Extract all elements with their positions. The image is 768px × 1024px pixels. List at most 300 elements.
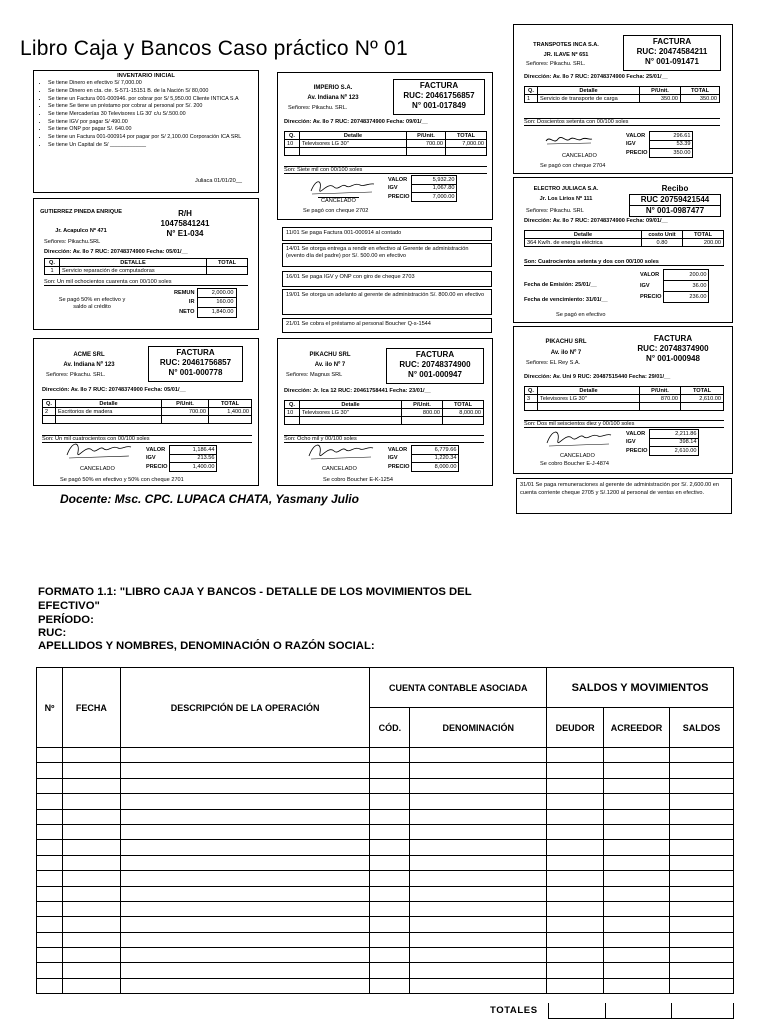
table-cell[interactable] — [670, 871, 734, 886]
electro-address: Jr. Los Lirios Nº 111 — [539, 196, 593, 202]
table-cell[interactable] — [410, 871, 547, 886]
table-cell[interactable] — [547, 963, 604, 978]
table-cell[interactable] — [62, 763, 120, 778]
col-header: Q. — [285, 401, 300, 409]
table-row — [37, 948, 734, 963]
transportes-ruc: RUC: 20474584211 — [636, 47, 708, 56]
item-cell: Televisores LG 30" — [300, 409, 402, 417]
signature-icon — [544, 131, 594, 149]
table-cell[interactable] — [547, 824, 604, 839]
item-cell: 2,610.00 — [681, 395, 724, 403]
table-cell[interactable] — [37, 794, 63, 809]
table-cell[interactable] — [670, 948, 734, 963]
col-header: Q. — [285, 132, 300, 140]
item-cell: 870.00 — [640, 395, 681, 403]
table-cell[interactable] — [120, 932, 369, 947]
operacion-2: 14/01 Se otorga entrega a rendir en efectivo al Gerente de administración (evento día del padre) por S/. 500.00 en efectivo — [282, 243, 492, 267]
table-cell[interactable] — [62, 824, 120, 839]
libro-caja-table — [36, 667, 734, 994]
item-cell — [207, 267, 248, 275]
item-cell: 2 — [43, 408, 56, 416]
total-value: 5,932.20 — [412, 176, 457, 185]
acme-company: ACME SRL — [73, 352, 105, 358]
acme-senores: Señores: Pikachu. SRL. — [46, 372, 106, 378]
table-cell[interactable] — [370, 917, 410, 932]
table-cell[interactable] — [604, 917, 670, 932]
inventario-item: • Se tiene Dinero en efectivo S/ 7,000.00 — [48, 80, 254, 88]
inventario-item: • Se tiene un Factura 001-000914 por pagar por S/ 2,100.00 Corporación ICA SRL — [48, 134, 254, 142]
table-cell[interactable] — [62, 932, 120, 947]
table-cell[interactable] — [120, 824, 369, 839]
table-cell[interactable] — [670, 840, 734, 855]
acme-son: Son: Un mil cuatrocientos con 00/100 soles — [42, 435, 252, 443]
gutierrez-note: Se pagó 50% en efectivo y saldo al crédito — [58, 297, 126, 310]
transportes-company: TRANSPOTES INCA S.A. — [533, 42, 599, 48]
table-cell[interactable] — [670, 917, 734, 932]
imperio-cancelado: CANCELADO — [318, 197, 359, 205]
table-row — [37, 824, 734, 839]
factura-imperio — [277, 72, 493, 220]
table-cell[interactable] — [670, 932, 734, 947]
col-header: TOTAL — [443, 401, 484, 409]
table-cell[interactable] — [62, 871, 120, 886]
table-cell[interactable] — [370, 886, 410, 901]
table-cell[interactable] — [604, 932, 670, 947]
table-cell[interactable] — [547, 948, 604, 963]
col-header: Detalle — [300, 132, 407, 140]
formato-periodo: PERÍODO: — [38, 614, 94, 626]
pikachu2-factura-box — [624, 333, 722, 369]
pikachu1-ruc: RUC: 20748374900 — [399, 360, 471, 369]
table-cell[interactable] — [37, 855, 63, 870]
table-cell[interactable] — [547, 901, 604, 916]
acme-cancelado: CANCELADO — [80, 466, 115, 472]
table-cell[interactable] — [37, 840, 63, 855]
table-cell[interactable] — [604, 778, 670, 793]
table-cell[interactable] — [410, 886, 547, 901]
docente-label: Docente: Msc. CPC. LUPACA CHATA, Yasmany Julio — [60, 492, 359, 506]
table-cell[interactable] — [670, 901, 734, 916]
table-cell[interactable] — [410, 763, 547, 778]
total-label: PRECIO — [388, 193, 410, 200]
table-cell[interactable] — [120, 963, 369, 978]
total-value: 213.56 — [170, 454, 217, 463]
header-denominacion: DENOMINACIÓN — [410, 708, 547, 748]
header-numero: Nº — [37, 668, 63, 748]
table-cell[interactable] — [410, 748, 547, 763]
col-header: P/Unit. — [162, 400, 209, 408]
table-cell[interactable] — [37, 871, 63, 886]
imperio-doc-type: FACTURA — [419, 81, 459, 90]
pikachu1-son: Son: Ocho mil y 00/100 soles — [284, 435, 484, 443]
table-cell[interactable] — [604, 748, 670, 763]
table-row — [37, 871, 734, 886]
col-header: Detalle — [300, 401, 402, 409]
totales-row — [548, 1003, 734, 1019]
electro-direccion: Dirección: Av. Ilo 7 RUC: 20748374900 Fecha: 09/01/__ — [524, 218, 668, 224]
table-cell[interactable] — [547, 794, 604, 809]
table-cell[interactable] — [670, 809, 734, 824]
acme-address: Av. Indiana Nº 123 — [63, 362, 115, 368]
total-value: 236.00 — [664, 292, 709, 303]
table-row — [37, 809, 734, 824]
signature-icon — [306, 440, 376, 464]
table-row — [37, 917, 734, 932]
table-cell[interactable] — [410, 932, 547, 947]
table-cell[interactable] — [370, 824, 410, 839]
table-cell[interactable] — [410, 917, 547, 932]
col-header: TOTAL — [681, 87, 720, 95]
table-cell[interactable] — [547, 748, 604, 763]
item-cell: 350.00 — [681, 95, 720, 103]
table-cell[interactable] — [410, 948, 547, 963]
header-cuenta-contable: CUENTA CONTABLE ASOCIADA — [370, 668, 547, 708]
table-cell[interactable] — [410, 809, 547, 824]
factura-pikachu-000948 — [513, 326, 733, 474]
pikachu1-address: Av. ilo Nº 7 — [314, 362, 346, 368]
formato-title-line2: EFECTIVO" — [38, 600, 100, 612]
table-cell[interactable] — [547, 871, 604, 886]
factura-transportes — [513, 24, 733, 174]
electro-senores: Señores: Pikachu. SRL — [526, 208, 584, 214]
table-cell[interactable] — [62, 809, 120, 824]
table-cell[interactable] — [37, 932, 63, 947]
electro-son: Son: Cuatrocientos setenta y dos con 00/100 soles — [524, 259, 724, 266]
item-cell: 8,000.00 — [443, 409, 484, 417]
imperio-direccion: Dirección: Av. Ilo 7 RUC: 20748374900 Fecha: 09/01/__ — [284, 119, 428, 125]
table-cell[interactable] — [37, 778, 63, 793]
transportes-factura-box — [623, 35, 721, 71]
table-cell[interactable] — [370, 794, 410, 809]
total-label: VALOR — [626, 132, 646, 139]
total-label: NETO — [179, 309, 195, 315]
total-label: REMUN — [174, 289, 195, 296]
total-value: 2,610.00 — [650, 447, 699, 456]
pikachu1-note: Se cobro Boucher E-K-1254 — [323, 477, 393, 483]
table-cell[interactable] — [37, 948, 63, 963]
item-cell: Televisores LG 30" — [538, 395, 640, 403]
table-row — [37, 748, 734, 763]
table-cell[interactable] — [670, 794, 734, 809]
table-cell[interactable] — [120, 978, 369, 993]
table-cell[interactable] — [604, 886, 670, 901]
header-cod: CÓD. — [370, 708, 410, 748]
header-saldos: SALDOS — [670, 708, 734, 748]
table-cell[interactable] — [370, 763, 410, 778]
total-label: IGV — [626, 439, 636, 446]
col-header: P/Unit. — [640, 387, 681, 395]
table-cell[interactable] — [604, 948, 670, 963]
table-cell[interactable] — [410, 840, 547, 855]
table-cell[interactable] — [604, 871, 670, 886]
gutierrez-rh-box — [139, 208, 231, 246]
acme-totals — [144, 445, 217, 472]
pikachu2-number: N° 001-000948 — [646, 354, 700, 363]
item-cell: 3 — [525, 395, 538, 403]
table-row — [37, 855, 734, 870]
pikachu2-cancelado: CANCELADO — [560, 453, 595, 459]
total-value: 7,000.00 — [412, 193, 457, 202]
table-cell[interactable] — [37, 963, 63, 978]
table-cell[interactable] — [547, 917, 604, 932]
table-cell[interactable] — [370, 778, 410, 793]
col-header: P/Unit. — [640, 87, 681, 95]
operacion-5: 21/01 Se cobra el préstamo al personal Boucher Q-s-1544 — [282, 318, 492, 333]
table-cell[interactable] — [670, 748, 734, 763]
electro-totals — [638, 269, 709, 303]
table-cell[interactable] — [547, 778, 604, 793]
operacion-1: 11/01 Se paga Factura 001-000914 al contado — [282, 227, 492, 241]
pikachu2-son: Son: Dos mil seiscientos diez y 00/100 soles — [524, 420, 724, 428]
total-label: PRECIO — [640, 294, 662, 300]
table-cell[interactable] — [604, 963, 670, 978]
transportes-note: Se pagó con cheque 2704 — [540, 163, 606, 169]
table-cell[interactable] — [670, 978, 734, 993]
table-cell[interactable] — [62, 963, 120, 978]
table-cell[interactable] — [604, 824, 670, 839]
imperio-factura-box — [393, 79, 485, 115]
total-value: 296.61 — [650, 132, 693, 141]
imperio-ruc: RUC: 20461756857 — [403, 91, 475, 100]
item-cell: 1 — [45, 267, 60, 275]
col-header: Detalle — [525, 231, 642, 239]
imperio-totals — [386, 175, 457, 202]
table-cell[interactable] — [62, 978, 120, 993]
table-cell[interactable] — [410, 901, 547, 916]
table-cell[interactable] — [62, 855, 120, 870]
table-row — [37, 778, 734, 793]
item-cell: 1,400.00 — [209, 408, 252, 416]
table-cell[interactable] — [604, 978, 670, 993]
table-cell[interactable] — [120, 886, 369, 901]
total-label: PRECIO — [626, 447, 648, 454]
table-cell[interactable] — [370, 948, 410, 963]
table-row — [37, 932, 734, 947]
table-cell[interactable] — [370, 809, 410, 824]
formato-title-line1: FORMATO 1.1: "LIBRO CAJA Y BANCOS - DETALLE DE LOS MOVIMIENTOS DEL — [38, 586, 472, 598]
table-cell[interactable] — [410, 794, 547, 809]
table-cell[interactable] — [604, 855, 670, 870]
transportes-cancelado: CANCELADO — [562, 153, 597, 159]
col-header: costo Unit — [642, 231, 683, 239]
table-cell[interactable] — [62, 886, 120, 901]
total-label: VALOR — [388, 176, 408, 183]
pikachu1-company: PIKACHU SRL — [309, 352, 351, 358]
table-cell[interactable] — [410, 978, 547, 993]
gutierrez-ruc: 10475841241 — [160, 219, 210, 228]
imperio-items-table — [284, 131, 487, 156]
table-cell[interactable] — [62, 840, 120, 855]
transportes-totals — [624, 131, 693, 158]
signature-icon — [544, 427, 614, 451]
pikachu2-totals — [624, 429, 699, 456]
table-cell[interactable] — [670, 855, 734, 870]
total-value: 160.00 — [197, 297, 236, 307]
gutierrez-name: GUTIERREZ PINEDA ENRIQUE — [40, 209, 122, 215]
table-cell[interactable] — [37, 763, 63, 778]
table-cell[interactable] — [670, 963, 734, 978]
table-cell[interactable] — [120, 948, 369, 963]
pikachu2-address: Av. ilo Nº 7 — [550, 350, 582, 356]
table-cell[interactable] — [547, 840, 604, 855]
table-cell[interactable] — [120, 809, 369, 824]
table-cell[interactable] — [370, 748, 410, 763]
table-cell[interactable] — [547, 855, 604, 870]
total-label: IGV — [388, 455, 398, 462]
gutierrez-totals — [172, 288, 237, 318]
col-header: TOTAL — [683, 231, 724, 239]
electro-items-table — [524, 230, 724, 247]
table-cell[interactable] — [62, 917, 120, 932]
formato-apellidos: APELLIDOS Y NOMBRES, DENOMINACIÓN O RAZÓN SOCIAL: — [38, 640, 375, 652]
electro-recibo-box — [627, 183, 723, 217]
remuneraciones-note: 31/01 Se paga remuneraciones al gerente de administración por S/. 2,600.00 en cuenta corriente cheque 2705 y S/.1200 al personal de ventas en efectivo. — [516, 478, 732, 514]
total-label: IR — [188, 299, 195, 305]
item-cell: 7,000.00 — [446, 140, 487, 148]
total-value: 1,186.44 — [170, 446, 217, 455]
table-row — [37, 763, 734, 778]
table-cell[interactable] — [62, 748, 120, 763]
item-cell: 0.80 — [642, 239, 683, 247]
table-cell[interactable] — [410, 963, 547, 978]
inventario-list — [38, 80, 254, 149]
table-cell[interactable] — [604, 809, 670, 824]
table-cell[interactable] — [547, 809, 604, 824]
table-cell[interactable] — [62, 948, 120, 963]
col-header: Q. — [45, 259, 60, 267]
table-cell[interactable] — [547, 978, 604, 993]
table-cell[interactable] — [37, 978, 63, 993]
table-cell[interactable] — [120, 748, 369, 763]
table-cell[interactable] — [370, 855, 410, 870]
total-label: PRECIO — [626, 149, 648, 156]
table-cell[interactable] — [120, 778, 369, 793]
electro-doc-type: Recibo — [661, 184, 689, 193]
table-cell[interactable] — [410, 855, 547, 870]
table-cell[interactable] — [37, 748, 63, 763]
table-cell[interactable] — [62, 794, 120, 809]
total-label: IGV — [146, 455, 156, 462]
table-cell[interactable] — [370, 901, 410, 916]
electro-vencimiento: Fecha de vencimiento: 31/01/__ — [524, 297, 608, 303]
item-cell: 700.00 — [407, 140, 446, 148]
table-cell[interactable] — [120, 794, 369, 809]
table-cell[interactable] — [37, 824, 63, 839]
col-header: TOTAL — [207, 259, 248, 267]
table-cell[interactable] — [120, 871, 369, 886]
pikachu2-senores: Señores: EL Rey S.A. — [526, 360, 581, 366]
table-cell[interactable] — [37, 809, 63, 824]
table-cell[interactable] — [670, 824, 734, 839]
inventario-title: INVENTARIO INICIAL — [117, 73, 175, 79]
item-cell: Escritorios de madera — [56, 408, 162, 416]
table-cell[interactable] — [547, 886, 604, 901]
table-cell[interactable] — [62, 901, 120, 916]
pikachu1-totals — [386, 445, 459, 472]
table-cell[interactable] — [547, 763, 604, 778]
transportes-number: N° 001-091471 — [645, 57, 699, 66]
table-cell[interactable] — [410, 778, 547, 793]
inventario-inicial-box — [33, 70, 259, 193]
table-cell[interactable] — [547, 932, 604, 947]
total-label: VALOR — [626, 430, 646, 437]
gutierrez-items-table — [44, 258, 248, 275]
total-value: 2,000.00 — [197, 289, 236, 298]
table-cell[interactable] — [370, 963, 410, 978]
table-row — [37, 901, 734, 916]
table-cell[interactable] — [604, 794, 670, 809]
item-cell: 10 — [285, 140, 300, 148]
table-cell[interactable] — [370, 978, 410, 993]
col-header: P/Unit. — [402, 401, 443, 409]
gutierrez-number: N° E1-034 — [166, 229, 204, 238]
item-cell: Servicio de transporte de carga — [538, 95, 640, 103]
inventario-item: • Se tiene Mercaderías 30 Televisores LG 30' c/u S/.500.00 — [48, 111, 254, 119]
table-cell[interactable] — [670, 778, 734, 793]
table-cell[interactable] — [670, 763, 734, 778]
table-cell[interactable] — [604, 840, 670, 855]
total-value: 53.39 — [650, 140, 693, 149]
item-cell: 1 — [525, 95, 538, 103]
acme-doc-type: FACTURA — [176, 348, 215, 357]
item-cell: 200.00 — [683, 239, 724, 247]
table-cell[interactable] — [410, 824, 547, 839]
recibo-electro-juliaca — [513, 177, 733, 323]
acme-number: N° 001-000778 — [168, 368, 223, 377]
pikachu1-doc-type: FACTURA — [415, 350, 455, 359]
electro-ruc: RUC 20759421544 — [629, 194, 721, 206]
inventario-item: • Se tiene Dinero en cta. cte. S-571-15151 B. de la Nación S/ 80,000 — [48, 88, 254, 96]
totales-label: TOTALES — [490, 1005, 538, 1016]
table-cell[interactable] — [604, 901, 670, 916]
table-cell[interactable] — [370, 932, 410, 947]
table-cell[interactable] — [120, 855, 369, 870]
table-cell[interactable] — [120, 917, 369, 932]
pikachu2-items-table — [524, 386, 724, 411]
transportes-doc-type: FACTURA — [652, 37, 692, 46]
header-deudor: DEUDOR — [547, 708, 604, 748]
total-label: PRECIO — [388, 463, 410, 470]
table-cell[interactable] — [120, 763, 369, 778]
total-label: IGV — [626, 141, 636, 148]
item-cell: Servicio reparación de computadoras — [60, 267, 207, 275]
pikachu2-doc-type: FACTURA — [653, 334, 693, 343]
table-cell[interactable] — [37, 901, 63, 916]
table-cell[interactable] — [604, 763, 670, 778]
total-label: VALOR — [146, 446, 166, 453]
gutierrez-address: Jr. Acapulco Nº 471 — [55, 228, 107, 234]
total-value: 6,779.66 — [412, 446, 459, 455]
item-cell: Televisores LG 30" — [300, 140, 407, 148]
imperio-senores: Señores: Pikachu. SRL. — [288, 105, 348, 111]
inventario-item: • Se tiene ONP por pagar S/. 640.00 — [48, 126, 254, 134]
table-cell[interactable] — [670, 886, 734, 901]
table-cell[interactable] — [62, 778, 120, 793]
col-header: DETALLE — [60, 259, 207, 267]
item-cell: 350.00 — [640, 95, 681, 103]
imperio-note: Se pagó con cheque 2702 — [303, 208, 369, 214]
total-value: 36.00 — [664, 281, 709, 292]
table-cell[interactable] — [37, 917, 63, 932]
table-cell[interactable] — [120, 901, 369, 916]
table-cell[interactable] — [370, 871, 410, 886]
table-cell[interactable] — [37, 886, 63, 901]
table-row — [37, 886, 734, 901]
table-cell[interactable] — [370, 840, 410, 855]
operacion-3: 16/01 Se paga IGV y ONP con giro de cheque 2703 — [282, 271, 492, 287]
table-cell[interactable] — [120, 840, 369, 855]
total-label: IGV — [388, 185, 398, 192]
